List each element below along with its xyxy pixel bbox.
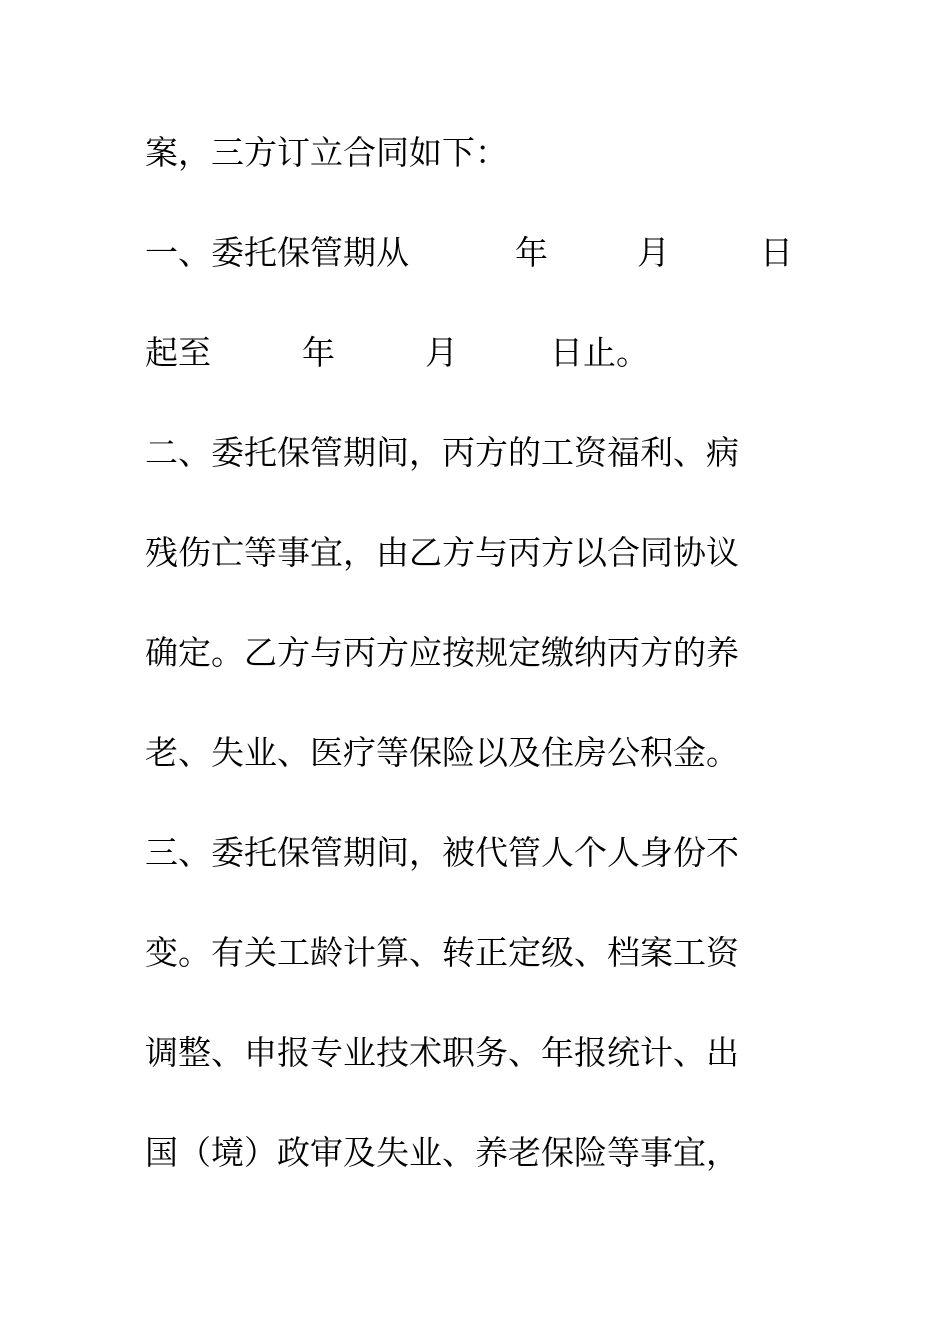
term-start-line xyxy=(145,228,805,278)
term-start-label: 一、委托保管期从 xyxy=(145,233,409,272)
term-start-year-label: 年 xyxy=(515,233,548,272)
text-line: 三、委托保管期间，被代管人个人身份不 xyxy=(145,833,739,872)
term-end-month-label: 月 xyxy=(425,333,458,372)
term-end-label: 起至 xyxy=(145,333,211,372)
text-line: 老、失业、医疗等保险以及住房公积金。 xyxy=(145,733,739,772)
term-start-month-label: 月 xyxy=(637,233,670,272)
text-line: 残伤亡等事宜，由乙方与丙方以合同协议 xyxy=(145,533,739,572)
text-line: 确定。乙方与丙方应按规定缴纳丙方的养 xyxy=(145,633,739,672)
term-start-day-label: 日 xyxy=(760,233,793,272)
text-line: 国（境）政审及失业、养老保险等事宜， xyxy=(145,1133,739,1172)
text-line: 二、委托保管期间，丙方的工资福利、病 xyxy=(145,433,739,472)
term-end-year-label: 年 xyxy=(302,333,335,372)
text-line: 调整、申报专业技术职务、年报统计、出 xyxy=(145,1033,739,1072)
text-line: 变。有关工龄计算、转正定级、档案工资 xyxy=(145,933,739,972)
term-end-line xyxy=(145,328,805,378)
text-line: 案，三方订立合同如下： xyxy=(145,133,508,172)
term-end-day-label: 日止。 xyxy=(550,333,649,372)
